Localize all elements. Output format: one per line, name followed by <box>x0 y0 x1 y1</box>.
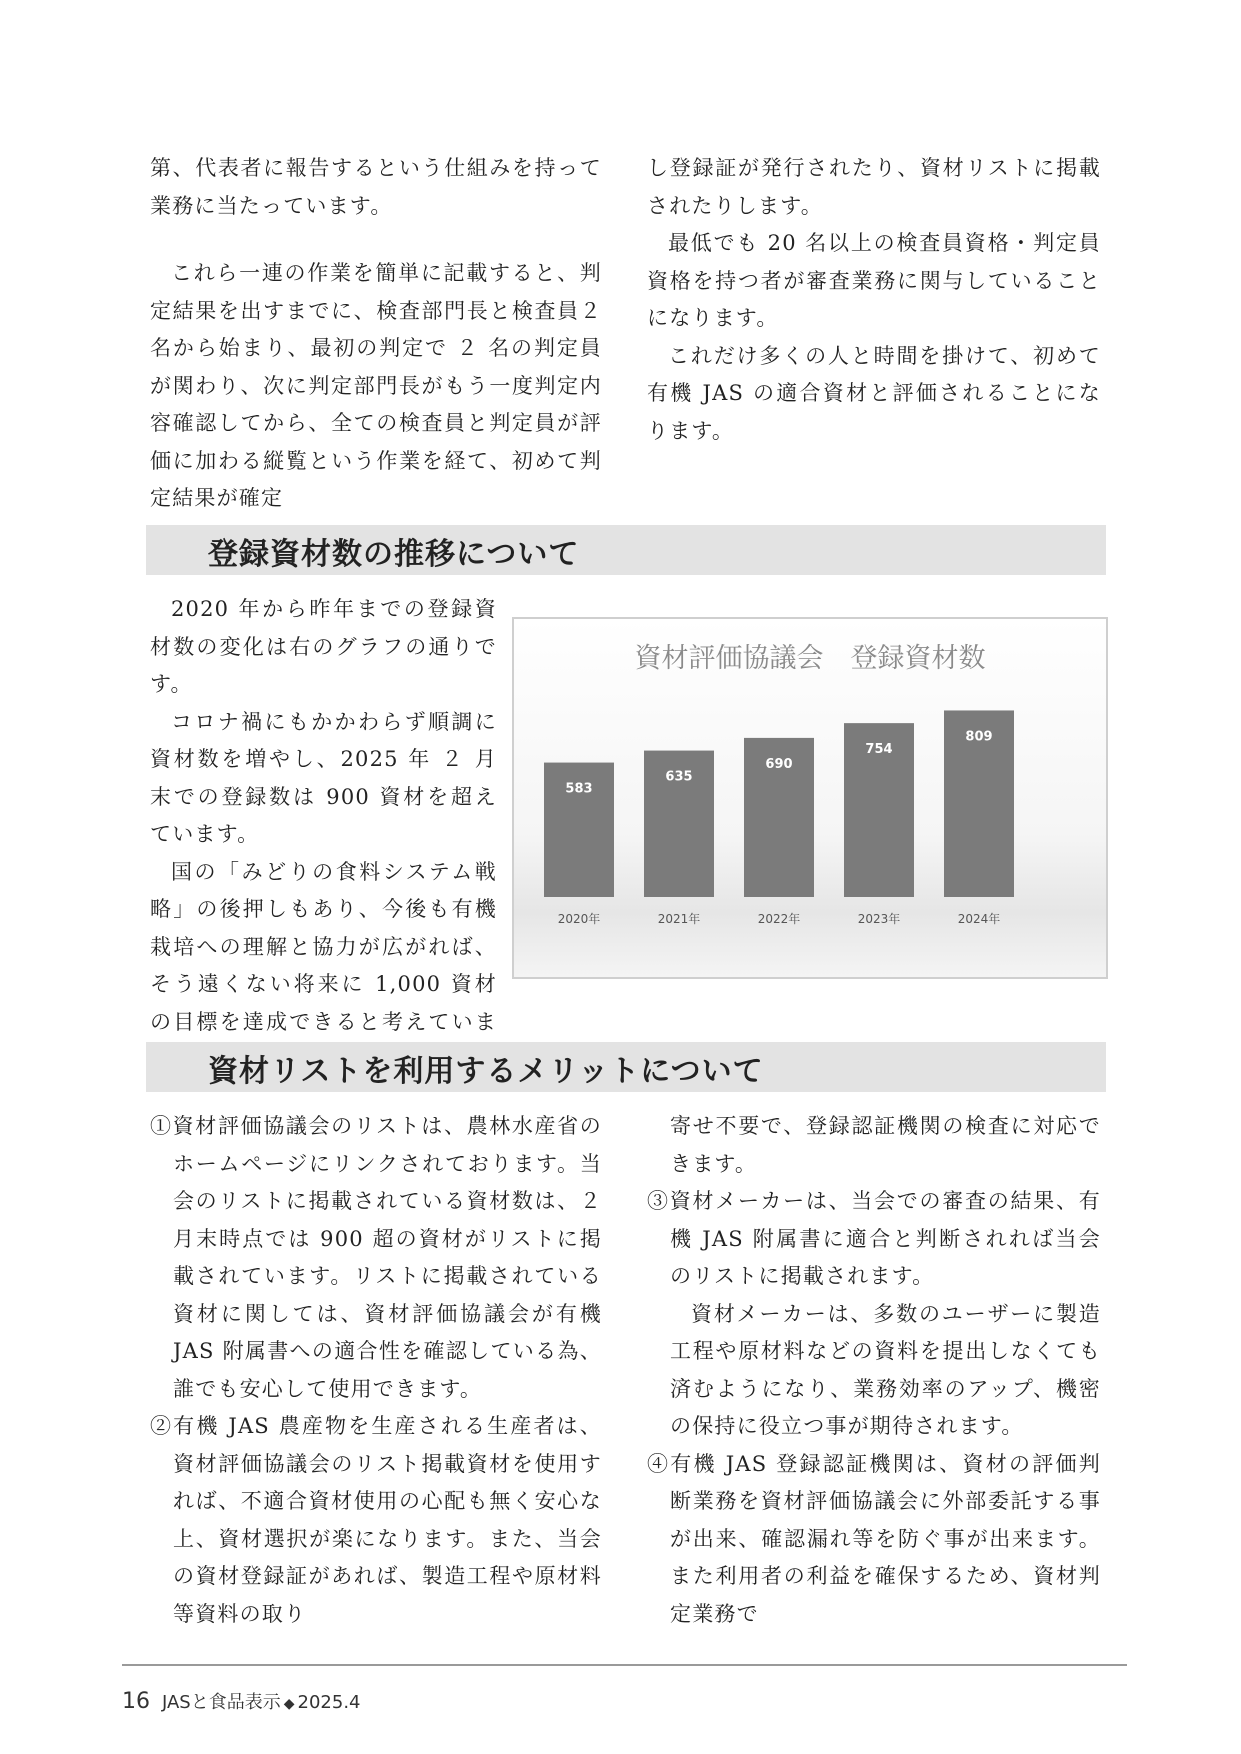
diamond-icon: ◆ <box>283 1696 295 1712</box>
chart-data-label: 809 <box>965 729 993 745</box>
publication-title: JASと食品表示 <box>162 1692 281 1713</box>
chart-tick-label: 2024年 <box>957 912 1001 926</box>
paragraph: 第、代表者に報告するという仕組みを持って業務に当たっています。 <box>150 156 602 218</box>
section-heading: 資材リストを利用するメリットについて <box>208 1054 764 1089</box>
footer <box>122 1688 361 1714</box>
paragraph: 2020 年から昨年までの登録資材数の変化は右のグラフの通りです。 <box>150 597 497 696</box>
chart-tick-label: 2021年 <box>657 912 701 926</box>
page-number: 16 <box>122 1689 150 1714</box>
list-item-text: 資材評価協議会のリストは、農林水産省のホームページにリンクされております。当会のリストに掲載されている資材数は、２月末時点では 900 超の資材がリストに掲載されています。リストに掲載されている資材に関しては、資材評価協議会が有機 JAS 附属書への適合性を確認している為、誰でも安心して使用できます。 <box>172 1114 602 1401</box>
paragraph: 国の「みどりの食料システム戦略」の後押しもあり、今後も有機栽培への理解と協力が広がれば、そう遠くない将来に 1,000 資材の目標を達成できると考えていま <box>150 859 497 1034</box>
paragraph: し登録証が発行されたり、資材リストに掲載されたりします。 <box>647 156 1101 218</box>
list-item-text: 有機 JAS 登録認証機関は、資材の評価判断業務を資材評価協議会に外部委託する事が出来、確認漏れ等を防ぐ事が出来ます。また利用者の利益を確保するため、資材判定業務で <box>670 1451 1101 1626</box>
chart-tick-label: 2023年 <box>857 912 901 926</box>
list-marker: ① <box>150 1114 173 1138</box>
chart-tick-label: 2020年 <box>557 912 601 926</box>
top-column-left <box>150 150 602 518</box>
list-marker: ④ <box>647 1451 671 1476</box>
paragraph: これら一連の作業を簡単に記載すると、判定結果を出すまでに、検査部門長と検査員２名から始まり、最初の判定で ２ 名の判定員が関わり、次に判定部門長がもう一度判定内容確認してから、全ての検査員と判定員が評価に加わる縦覧という作業を経て、初めて判定結果が確定 <box>150 261 602 510</box>
merits-column-right <box>647 1108 1101 1633</box>
chart-tick-label: 2022年 <box>757 912 801 926</box>
chart-data-label: 754 <box>865 742 893 758</box>
merits-column-left <box>150 1108 602 1633</box>
list-item <box>150 1108 602 1408</box>
chart-data-label: 583 <box>565 781 593 797</box>
chart-data-label: 690 <box>765 756 793 772</box>
chart-bars <box>544 710 1014 926</box>
chart-title: 資材評価協議会 登録資材数 <box>634 643 986 674</box>
issue-date: 2025.4 <box>297 1692 361 1713</box>
section-heading-bar <box>146 525 1106 575</box>
list-marker: ② <box>150 1414 174 1438</box>
top-column-right <box>647 150 1101 450</box>
list-item <box>150 1408 602 1633</box>
section-heading: 登録資材数の推移について <box>208 537 580 572</box>
list-item-text: 有機 JAS 農産物を生産される生産者は、資材評価協議会のリスト掲載資材を使用すれば、不適合資材使用の心配も無く安心な上、資材選択が楽になります。また、当会の資材登録証があれば、製造工程や原材料等資料の取り <box>173 1414 602 1626</box>
list-item-continued: 寄せ不要で、登録認証機関の検査に対応できます。 <box>670 1114 1101 1176</box>
section1-text <box>150 591 497 1079</box>
list-item <box>647 1183 1101 1296</box>
paragraph: 最低でも 20 名以上の検査員資格・判定員資格を持つ者が審査業務に関与していることになります。 <box>647 231 1101 330</box>
chart-svg <box>514 619 1106 977</box>
footer-rule <box>122 1664 1127 1666</box>
paragraph: これだけ多くの人と時間を掛けて、初めて有機 JAS の適合資材と評価されることになります。 <box>647 343 1101 443</box>
list-marker: ③ <box>647 1189 670 1213</box>
paragraph: コロナ禍にもかかわらず順調に資材数を増やし、2025 年 ２ 月末での登録数は 900 資材を超えています。 <box>150 709 497 846</box>
list-item-text: 資材メーカーは、当会での審査の結果、有機 JAS 附属書に適合と判断されれば当会のリストに掲載されます。 <box>669 1189 1101 1288</box>
bar-chart <box>512 617 1108 979</box>
section-heading-bar <box>146 1042 1106 1092</box>
list-item <box>647 1446 1101 1634</box>
chart-data-label: 635 <box>665 769 693 785</box>
list-item-subparagraph: 資材メーカーは、多数のユーザーに製造工程や原材料などの資料を提出しなくても済むようになり、業務効率のアップ、機密の保持に役立つ事が期待されます。 <box>670 1301 1101 1438</box>
